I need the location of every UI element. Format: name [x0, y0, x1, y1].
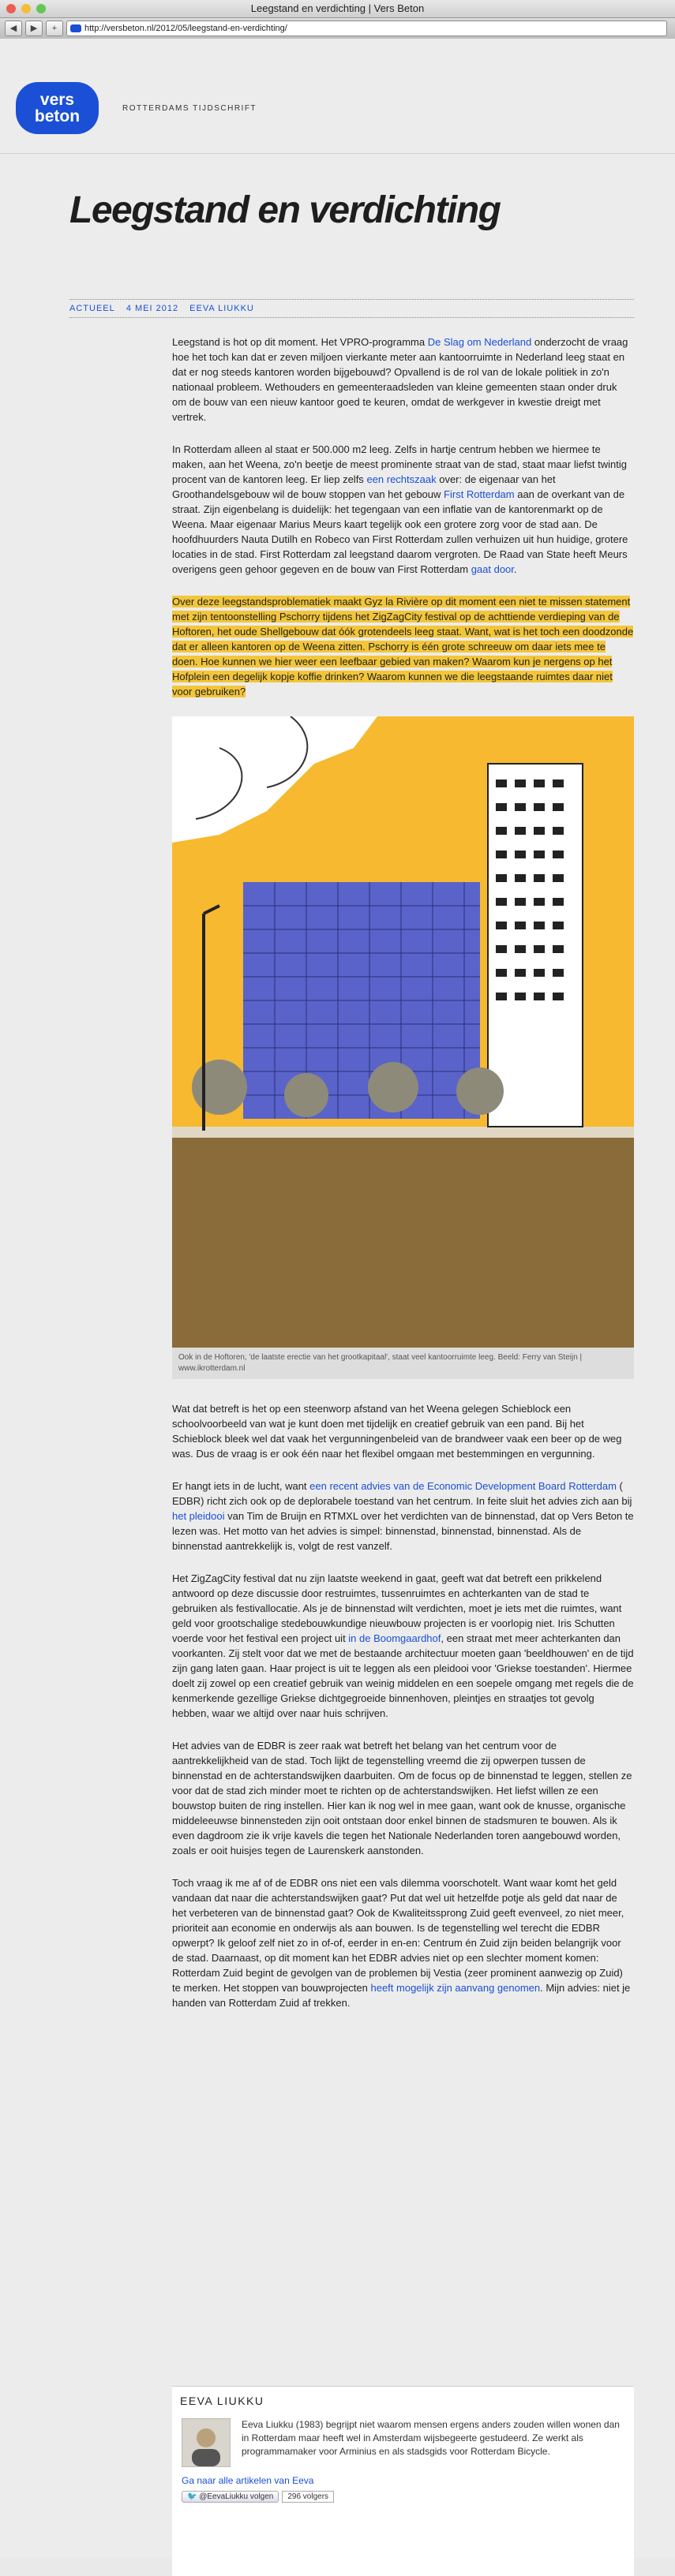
minimize-window-button[interactable] — [21, 4, 31, 13]
twitter-bird-icon: 🐦 — [187, 2492, 197, 2501]
figure-caption: Ook in de Hoftoren, 'de laatste erectie van het grootkapitaal', staat veel kantoorruimte leeg. Beeld: Ferry van Steijn | www.ikrotterdam.nl — [172, 1348, 634, 1379]
all-articles-link[interactable]: Ga naar alle artikelen van Eeva — [182, 2475, 314, 2486]
paragraph-3-highlighted — [172, 594, 634, 699]
address-bar[interactable] — [66, 21, 667, 36]
article-meta — [69, 299, 634, 318]
article-title: Leegstand en verdichting — [69, 189, 501, 231]
browser-toolbar — [0, 18, 675, 39]
web-page — [0, 39, 675, 2558]
link-het-pleidooi[interactable]: het pleidooi — [172, 1510, 225, 1522]
add-bookmark-button[interactable]: + — [46, 21, 63, 36]
paragraph-1: Leegstand is hot op dit moment. Het VPRO-programma De Slag om Nederland onderzocht de vraag hoe het toch kan dat er zeven miljoen vierkante meter aan kantoorruimte in Nederland leeg staat en dat er nog steeds kantoren worden bijgebouwd? Opvallend is de rol van de lokale politiek in zo'n nationaal probleem. Wethouders en gemeenteraadsleden van kleine gemeenten staan onder druk om de bouw van een nieuw kantoor goed te keuren, omdat de werkgever in kwestie dreigt met vertrek. — [172, 336, 628, 423]
category-link[interactable]: ACTUEEL — [69, 304, 115, 313]
link-rechtszaak[interactable]: een rechtszaak — [366, 473, 437, 485]
zoom-window-button[interactable] — [36, 4, 46, 13]
author-link[interactable]: EEVA LIUKKU — [189, 304, 254, 313]
article-illustration — [172, 716, 634, 1379]
site-tagline: ROTTERDAMS TIJDSCHRIFT — [122, 103, 257, 113]
publish-date: 4 MEI 2012 — [126, 304, 179, 313]
bio-author-name: EEVA LIUKKU — [180, 2395, 264, 2407]
author-avatar — [182, 2418, 231, 2467]
window-title: Leegstand en verdichting | Vers Beton — [250, 2, 425, 14]
author-bio-box — [172, 2386, 634, 2576]
logo-line-1: vers — [39, 91, 75, 109]
link-edbr-advies[interactable]: een recent advies van de Economic Development Board Rotterdam — [309, 1480, 617, 1492]
twitter-follow-button[interactable]: 🐦 @EevaLiukku volgen — [182, 2491, 279, 2503]
bio-description: Eeva Liukku (1983) begrijpt niet waarom mensen ergens anders zouden willen wonen dan in Rotterdam maar heeft wel in Amsterdam wijsbegeerte gestudeerd. Ze werkt als programmamaker voor Arminius en als stadsgids voor Rotterdam Bicycle. — [242, 2419, 620, 2457]
follower-count: 296 volgers — [282, 2491, 334, 2503]
paragraph-7: Het advies van de EDBR is zeer raak wat betreft het belang van het centrum voor de aantrekkelijkheid van de stad. Toch lijkt de tegenstelling vreemd die zij opwerpen tussen de binnenstad en de achterstandswijken daarbuiten. Om de focus op de binnenstad te leggen, stellen ze voor dat de stad zich minder moet te richten op de achterstandswijken. Het liefst willen ze een bouwstop buiten de ring instellen. Hier kan ik nog wel in mee gaan, want ook de knusse, organische middeleeuwse binnensteden zijn ooit ontstaan door enkel binnen de stadsmuren te bouwen. Als ik even dagdroom zie ik vrije kavels die tegen het Nationale Nederlanden toren aangebouwd worden, zoals er ooit huisjes tegen de Laurenskerk aanstonden. — [172, 1740, 632, 1856]
window-titlebar — [0, 0, 675, 18]
link-de-slag-om-nederland[interactable]: De Slag om Nederland — [427, 336, 532, 348]
link-aanvang-genomen[interactable]: heeft mogelijk zijn aanvang genomen — [370, 1982, 541, 1994]
twitter-follow — [182, 2491, 334, 2503]
site-favicon-icon — [70, 24, 81, 32]
paragraph-2: In Rotterdam alleen al staat er 500.000 m2 leeg. Zelfs in hartje centrum hebben we hiermee te maken, aan het Weena, zo'n beetje de meest prominente straat van de stad, staat maar liefst twintig procent van de kantoren leeg. Er liep zelfs een rechtszaak over: de eigenaar van het Groothandelsgebouw wil de bouw stoppen van het gebouw First Rotterdam aan de overkant van de straat. Zijn eigenbelang is duidelijk: het tegengaan van een inflatie van de kantorenmarkt op de Weena. Maar eigenaar Marius Meurs kaart tegelijk ook een grotere zorg voor de stad aan. De hoofdhuurders Nauta Dutilh en Robeco van First Rotterdam zullen verhuizen uit hun huidige, grotere locaties in de stad. First Rotterdam zal leegstand daarom vergroten. De Raad van State heeft Meurs overigens geen gehoor gegeven en de bouw van First Rotterdam gaat door. — [172, 443, 628, 575]
forward-button[interactable]: ▶ — [25, 21, 43, 36]
close-window-button[interactable] — [6, 4, 16, 13]
url-text: http://versbeton.nl/2012/05/leegstand-en-verdichting/ — [84, 24, 287, 33]
paragraph-5: Er hangt iets in de lucht, want een recent advies van de Economic Development Board Rotterdam ( EDBR) richt zich ook op de deplorabele toestand van het centrum. In feite sluit het advies zich aan bij het pleidooi van Tim de Bruijn en RTMXL over het verdichten van de binnenstad, dat op Vers Beton te lezen was. Het motto van het advies is simpel: binnenstad, binnenstad, binnenstad. Als de binnenstad aantrekkelijk is, volgt de rest vanzelf. — [172, 1480, 634, 1552]
link-boomgaardhof[interactable]: in de Boomgaardhof — [348, 1632, 441, 1644]
back-button[interactable]: ◀ — [5, 21, 22, 36]
article-body — [172, 335, 634, 2028]
vers-beton-logo[interactable] — [16, 82, 99, 134]
paragraph-8: Toch vraag ik me af of de EDBR ons niet een vals dilemma voorschotelt. Want waar komt het geld vandaan dat naar die achterstandswijken gaat? Put dat wel uit hetzelfde potje als geld dat naar de het verbeteren van de binnenstad gaat? Ook de Kwaliteitssprong Zuid geeft evenveel, zo niet meer, prioriteit aan economie en onderwijs als aan bouwen. Is de tegenstelling wel terecht die EDBR opwerpt? Ik geloof zelf niet zo in of-of, eerder in en-en: Centrum én Zuid zijn beiden belangrijk voor de stad. Daarnaast, op dit moment kan het EDBR advies niet op een slechter moment komen: Rotterdam Zuid begint de gevolgen van de problemen bij Vestia (zeer prominent aanwezig op Zuid) te merken. Het stoppen van bouwprojecten heeft mogelijk zijn aanvang genomen. Mijn advies: niet je handen van Rotterdam Zuid af trekken. — [172, 1877, 631, 2009]
logo-line-2: beton — [34, 107, 81, 125]
highlighted-text: Over deze leegstandsproblematiek maakt Gyz la Rivière op dit moment een niet te missen statement met zijn tentoonstelling Pschorry tijdens het ZigZagCity festival op de achttiende verdieping van de Hoftoren, het oude Shellgebouw dat óók grotendeels leeg staat. Want, wat is het toch een doodzonde dat er alleen kantoren op de Weena zitten. Pschorry is één grote schreeuw om daar iets mee te doen. Hoe kunnen we hier weer een leefbaar gebied van maken? Waarom kun je nergens op het Hofplein een degelijk kopje koffie drinken? Waarom kunnen we die leegstaande ruimtes daar niet voor gebruiken? — [172, 596, 634, 697]
site-header — [16, 82, 257, 134]
paragraph-4: Wat dat betreft is het op een steenworp afstand van het Weena gelegen Schieblock een schoolvoorbeeld van wat je kunt doen met tijdelijk en creatief gebruik van een pand. Bij het Schieblock bleek wel dat vaak het vergunningenbeleid van de brandweer vaak een beer op de weg was. Dus de vraag is er ook één naar het flexibel omgaan met bestemmingen en vergunning. — [172, 1403, 622, 1460]
hoftoren-illustration — [172, 716, 634, 1348]
header-divider — [0, 153, 675, 154]
paragraph-6: Het ZigZagCity festival dat nu zijn laatste weekend in gaat, geeft wat dat betreft een prikkelend antwoord op deze discussie door restruimtes, tussenruimtes en achterkanten van de stad te gebruiken als festivallocatie. Als je de binnenstad wilt verdichten, moet je iets met die ruimtes, want geld voor grootschalige stedebouwkundige nieuwbouw projecten is er voorlopig niet. Iris Schutten voerde voor het festival een project uit in de Boomgaardhof, een straat met meer achterkanten dan voorkanten. Zij stelt voor dat we met de bestaande architectuur moeten gaan 'beeldhouwen' en de tijd zijn gang laten gaan. Haar project is uit te leggen als een pleidooi voor 'Griekse toestanden'. Hiermee doelt zij zowel op een creatief gebruik van weinig middelen en een soepele omgang met regels die de kenmerkende gezellige Griekse dichtgegroeide binnenhoven, pleintjes en straatjes tot gevolg hebben, waar we altijd over naar huis schrijven. — [172, 1572, 634, 1719]
link-first-rotterdam[interactable]: First Rotterdam — [444, 488, 515, 500]
window-controls — [6, 4, 46, 13]
link-gaat-door[interactable]: gaat door — [471, 563, 514, 575]
